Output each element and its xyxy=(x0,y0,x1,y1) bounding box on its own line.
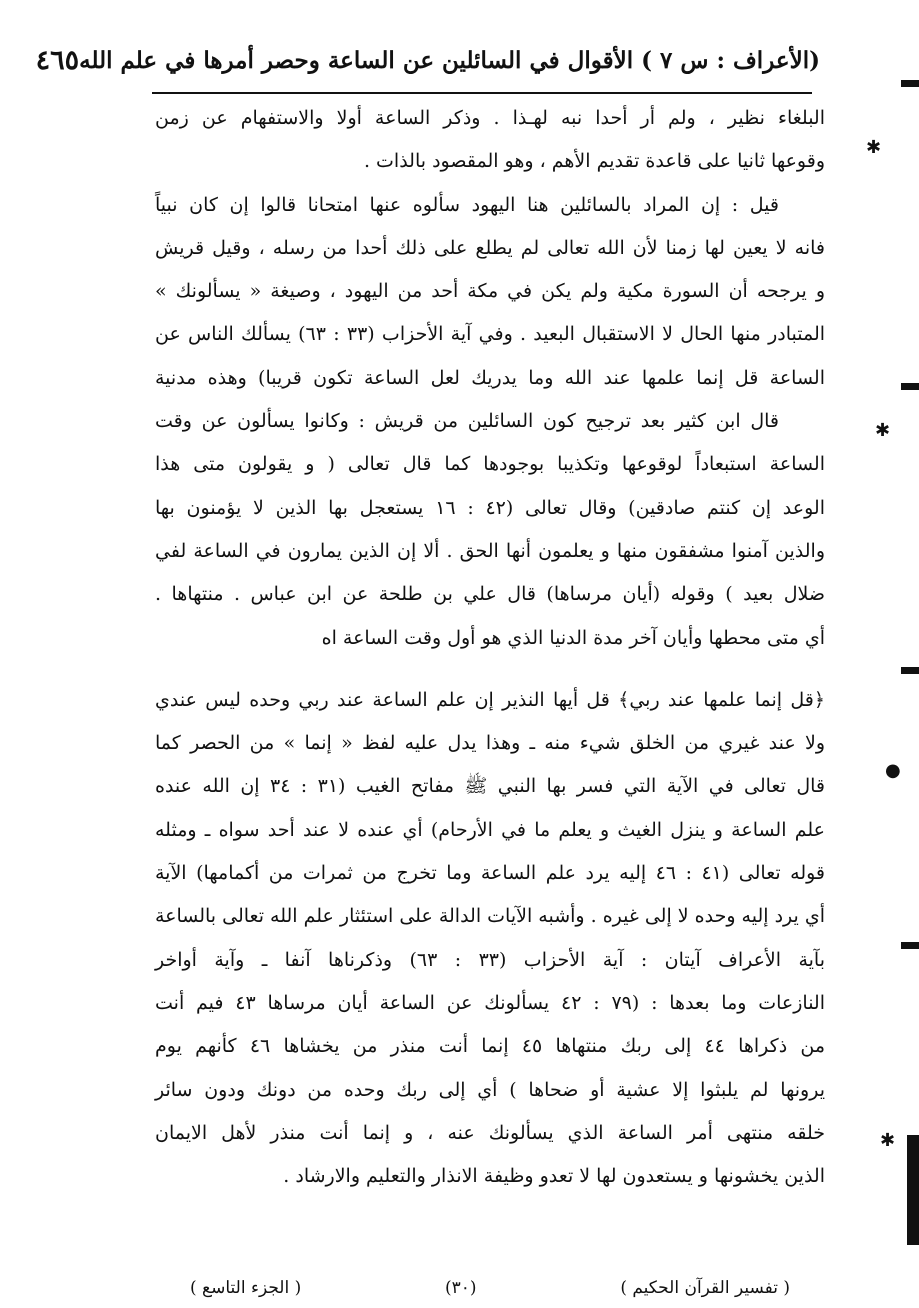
text-line: من ذكراها ٤٤ إلى ربك منتهاها ٤٥ إنما أنت منذر من يخشاها ٤٦ كأنهم يوم xyxy=(155,1035,825,1058)
text-line: والذين آمنوا مشفقون منها و يعلمون أنها الحق . ألا إن الذين يمارون في الساعة لفي xyxy=(155,539,825,562)
paragraph-gap xyxy=(155,660,825,679)
text-line: ضلال بعيد ) وقوله (أيان مرساها) قال علي بن طلحة عن ابن عباس . منتهاها . xyxy=(155,583,825,606)
text-line: المتبادر منها الحال لا الاستقبال البعيد . وفي آية الأحزاب (٣٣ : ٦٣) يسألك الناس عن xyxy=(155,323,826,346)
footer-book-title: ( تفسير القرآن الحكيم ) xyxy=(620,1278,790,1298)
text-line: الوعد إن كنتم صادقين) وقال تعالى (٤٢ : ١٦ يستعجل بها الذين لا يؤمنون بها xyxy=(155,496,826,519)
text-line: و يرجحه أن السورة مكية ولم يكن في مكة أحد من اليهود ، وصيغة « يسألونك » xyxy=(155,280,825,303)
scan-speck: ● xyxy=(885,760,901,781)
footer-page-number: (٣٠) xyxy=(445,1278,477,1298)
text-line: قيل : إن المراد بالسائلين هنا اليهود سألوه عنها امتحانا قالوا إن كان نبياً xyxy=(155,193,779,216)
text-line: بآية الأعراف آيتان : آية الأحزاب (٣٣ : ٦٣) وذكرناها آنفا ـ وآية أواخر xyxy=(155,948,825,971)
text-line: وقوعها ثانيا على قاعدة تقديم الأهم ، وهو المقصود بالذات . xyxy=(363,150,825,173)
text-line: علم الساعة و ينزل الغيث و يعلم ما في الأرحام) أي عنده لا عند أحد سواه ـ ومثله xyxy=(155,818,825,841)
page-header xyxy=(35,30,820,90)
text-line: يرونها لم يلبثوا إلا عشية أو ضحاها ) أي إلى ربك وحده من دونك ودون سائر xyxy=(155,1078,825,1101)
text-line: خلقه منتهى أمر الساعة الذي يسألونك عنه ، و إنما أنت منذر لأهل الايمان xyxy=(155,1121,825,1144)
text-line: أي متى محطها وأيان آخر مدة الدنيا الذي هو أول وقت الساعة اه xyxy=(321,626,825,649)
text-line: النازعات وما بعدها : (٧٩ : ٤٢ يسألونك عن الساعة أيان مرساها ٤٣ فيم أنت xyxy=(155,991,826,1014)
scan-margin-mark xyxy=(901,383,919,390)
text-line: ﴿قل إنما علمها عند ربي﴾ قل أيها النذير إن علم الساعة عند ربي وحده ليس عندي xyxy=(155,688,825,711)
body-text xyxy=(155,97,825,1198)
scan-margin-mark xyxy=(901,667,919,674)
scan-edge-shadow xyxy=(907,1135,919,1245)
scan-margin-mark xyxy=(901,942,919,949)
footer-part: ( الجزء التاسع ) xyxy=(190,1278,302,1298)
text-line: أي يرد إليه وحده لا إلى غيره . وأشبه الآيات الدالة على استئثار علم الله تعالى بالساعة xyxy=(154,905,825,928)
page-number: ٤٦٥ xyxy=(35,44,80,76)
text-line: قال تعالى في الآية التي فسر بها النبي ﷺ مفاتح الغيب (٣١ : ٣٤ إن الله عنده xyxy=(155,775,825,798)
text-line: الذين يخشونها و يستعدون لها لا تعدو وظيفة الانذار والتعليم والارشاد . xyxy=(283,1165,825,1188)
scan-speck: ✱ xyxy=(880,1130,896,1151)
scan-speck: ✱ xyxy=(866,137,882,158)
text-line: قال ابن كثير بعد ترجيح كون السائلين من قريش : وكانوا يسألون عن وقت xyxy=(155,410,779,433)
text-line: ولا عند غيري من الخلق شيء منه ـ وهذا يدل عليه لفظ « إنما » من الحصر كما xyxy=(155,732,825,755)
running-title: (الأعراف : س ٧ ) الأقوال في السائلين عن الساعة وحصر أمرها في علم الله xyxy=(79,46,820,74)
text-line: الساعة استبعاداً لوقوعها وتكذيبا بوجودها كما قال تعالى ( و يقولون متى هذا xyxy=(155,453,825,476)
text-line: البلغاء نظير ، ولم أر أحدا نبه لهـذا . وذكر الساعة أولا والاستفهام عن زمن xyxy=(155,107,825,129)
text-line: فانه لا يعين لها زمنا لأن الله تعالى لم يطلع على ذلك أحدا من رسله ، وقيل قريش xyxy=(155,236,825,259)
text-line: الساعة قل إنما علمها عند الله وما يدريك لعل الساعة تكون قريبا) وهذه مدنية xyxy=(155,366,825,389)
header-rule xyxy=(152,92,812,94)
scan-speck: ✱ xyxy=(875,420,891,441)
text-line: قوله تعالى (٤١ : ٤٦ إليه يرد علم الساعة وما تخرج من ثمرات من أكمامها) الآية xyxy=(155,862,826,885)
page-footer xyxy=(190,1278,790,1306)
scan-margin-mark xyxy=(901,80,919,87)
